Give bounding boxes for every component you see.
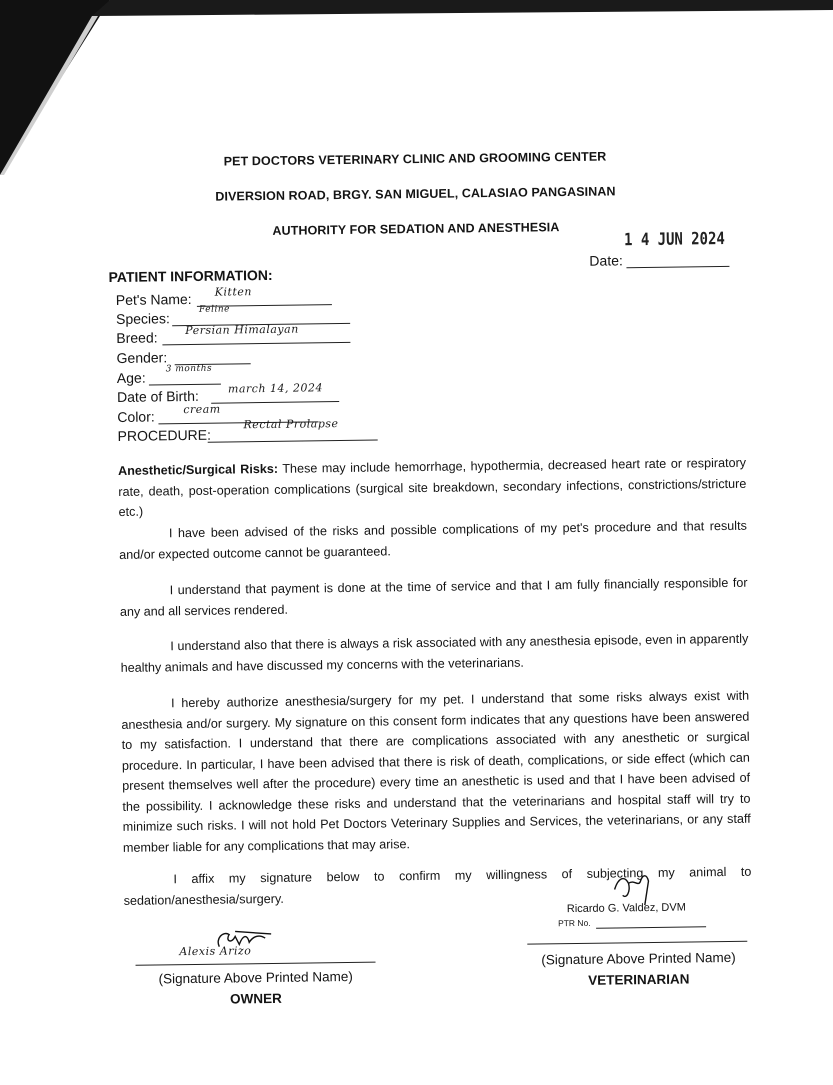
form-title: AUTHORITY FOR SEDATION AND ANESTHESIA [272,220,560,238]
owner-caption: (Signature Above Printed Name) [158,968,353,987]
color-label: Color: [117,408,155,425]
date-line [626,266,729,268]
procedure-label: PROCEDURE: [117,426,212,444]
breed-label: Breed: [116,329,158,346]
date-of-birth-label: Date of Birth: [116,387,199,405]
veterinarian-role: VETERINARIAN [588,971,690,988]
anesthesia-risk-paragraph [120,629,748,678]
date-of-birth-line [211,401,339,404]
species-label: Species: [115,310,170,327]
age-value: 3 months [165,363,213,375]
age-line [149,384,221,386]
breed-line [162,342,350,345]
authorization-text: I hereby authorize anesthesia/surgery for my pet. I understand that some risks always exist with anesthesia and/or surgery. My signature on this consent form indicates that any questions have been answered to my satisfaction. I understand that there are complications associated with any anesthetic or surgical procedure. In particular, I have been advised that there is risk of death, complications, or side effect (which can present themselves well after the procedure) every time an anesthetic is used and that I have been advised of the possibility. I acknowledge these risks and understand that the veterinarians and hospital staff will try to minimize such risks. I will not hold Pet Doctors Veterinary Supplies and Services, the veterinarians, or any staff member liable for any complications that may arise. [121,688,751,855]
payment-paragraph [120,573,748,622]
age-label: Age: [116,369,146,386]
clinic-name: PET DOCTORS VETERINARY CLINIC AND GROOMING CENTER [223,149,607,169]
payment-text: I understand that payment is done at the time of service and that I am fully financially responsible for any and all services rendered. [119,575,748,619]
advised-paragraph [119,516,747,565]
authorization-paragraph [121,686,751,858]
date-stamp: 1 4 JUN 2024 [623,228,725,251]
owner-signature-line [136,962,376,966]
risks-text: These may include hemorrhage, hypothermia, decreased heart rate or respiratory rate, death, post-operation complications (surgical site breakdown, secondary infections, constrictions/stricture etc.) [118,455,747,519]
affix-signature-text: I affix my signature below to confirm my willingness of subjecting my animal to sedation/anesthesia/surgery. [123,864,752,908]
gender-label: Gender: [116,349,168,366]
pet-name-value: Kitten [214,285,252,299]
ptr-line [596,926,706,928]
owner-role: OWNER [230,990,282,1007]
ptr-label: PTR No. [557,917,591,929]
breed-value: Persian Himalayan [185,322,299,338]
date-label: Date: [589,252,623,269]
anesthesia-risk-text: I understand also that there is always a risk associated with any anesthesia episode, even in apparently healthy animals and have discussed my concerns with the veterinarians. [120,631,749,675]
color-value: cream [183,402,221,417]
risks-paragraph [118,453,747,523]
species-value: Feline [198,304,231,315]
risks-heading: Anesthetic/Surgical Risks: [117,461,279,478]
patient-information-title: PATIENT INFORMATION: [108,266,273,286]
veterinarian-signature-line [527,941,747,945]
date-of-birth-value: march 14, 2024 [227,381,324,396]
owner-printed-name: Alexis Arizo [179,944,252,959]
procedure-value: Rectal Prolapse [243,417,339,432]
pet-name-label: Pet's Name: [115,290,192,308]
procedure-line [208,440,378,443]
veterinarian-name: Ricardo G. Valdez, DVM [566,901,686,916]
veterinarian-caption: (Signature Above Printed Name) [541,949,736,968]
advised-text: I have been advised of the risks and possible complications of my pet's procedure and that results and/or expected outcome cannot be guaranteed. [119,518,747,562]
clinic-address: DIVERSION ROAD, BRGY. SAN MIGUEL, CALASIAO PANGASINAN [215,184,616,204]
